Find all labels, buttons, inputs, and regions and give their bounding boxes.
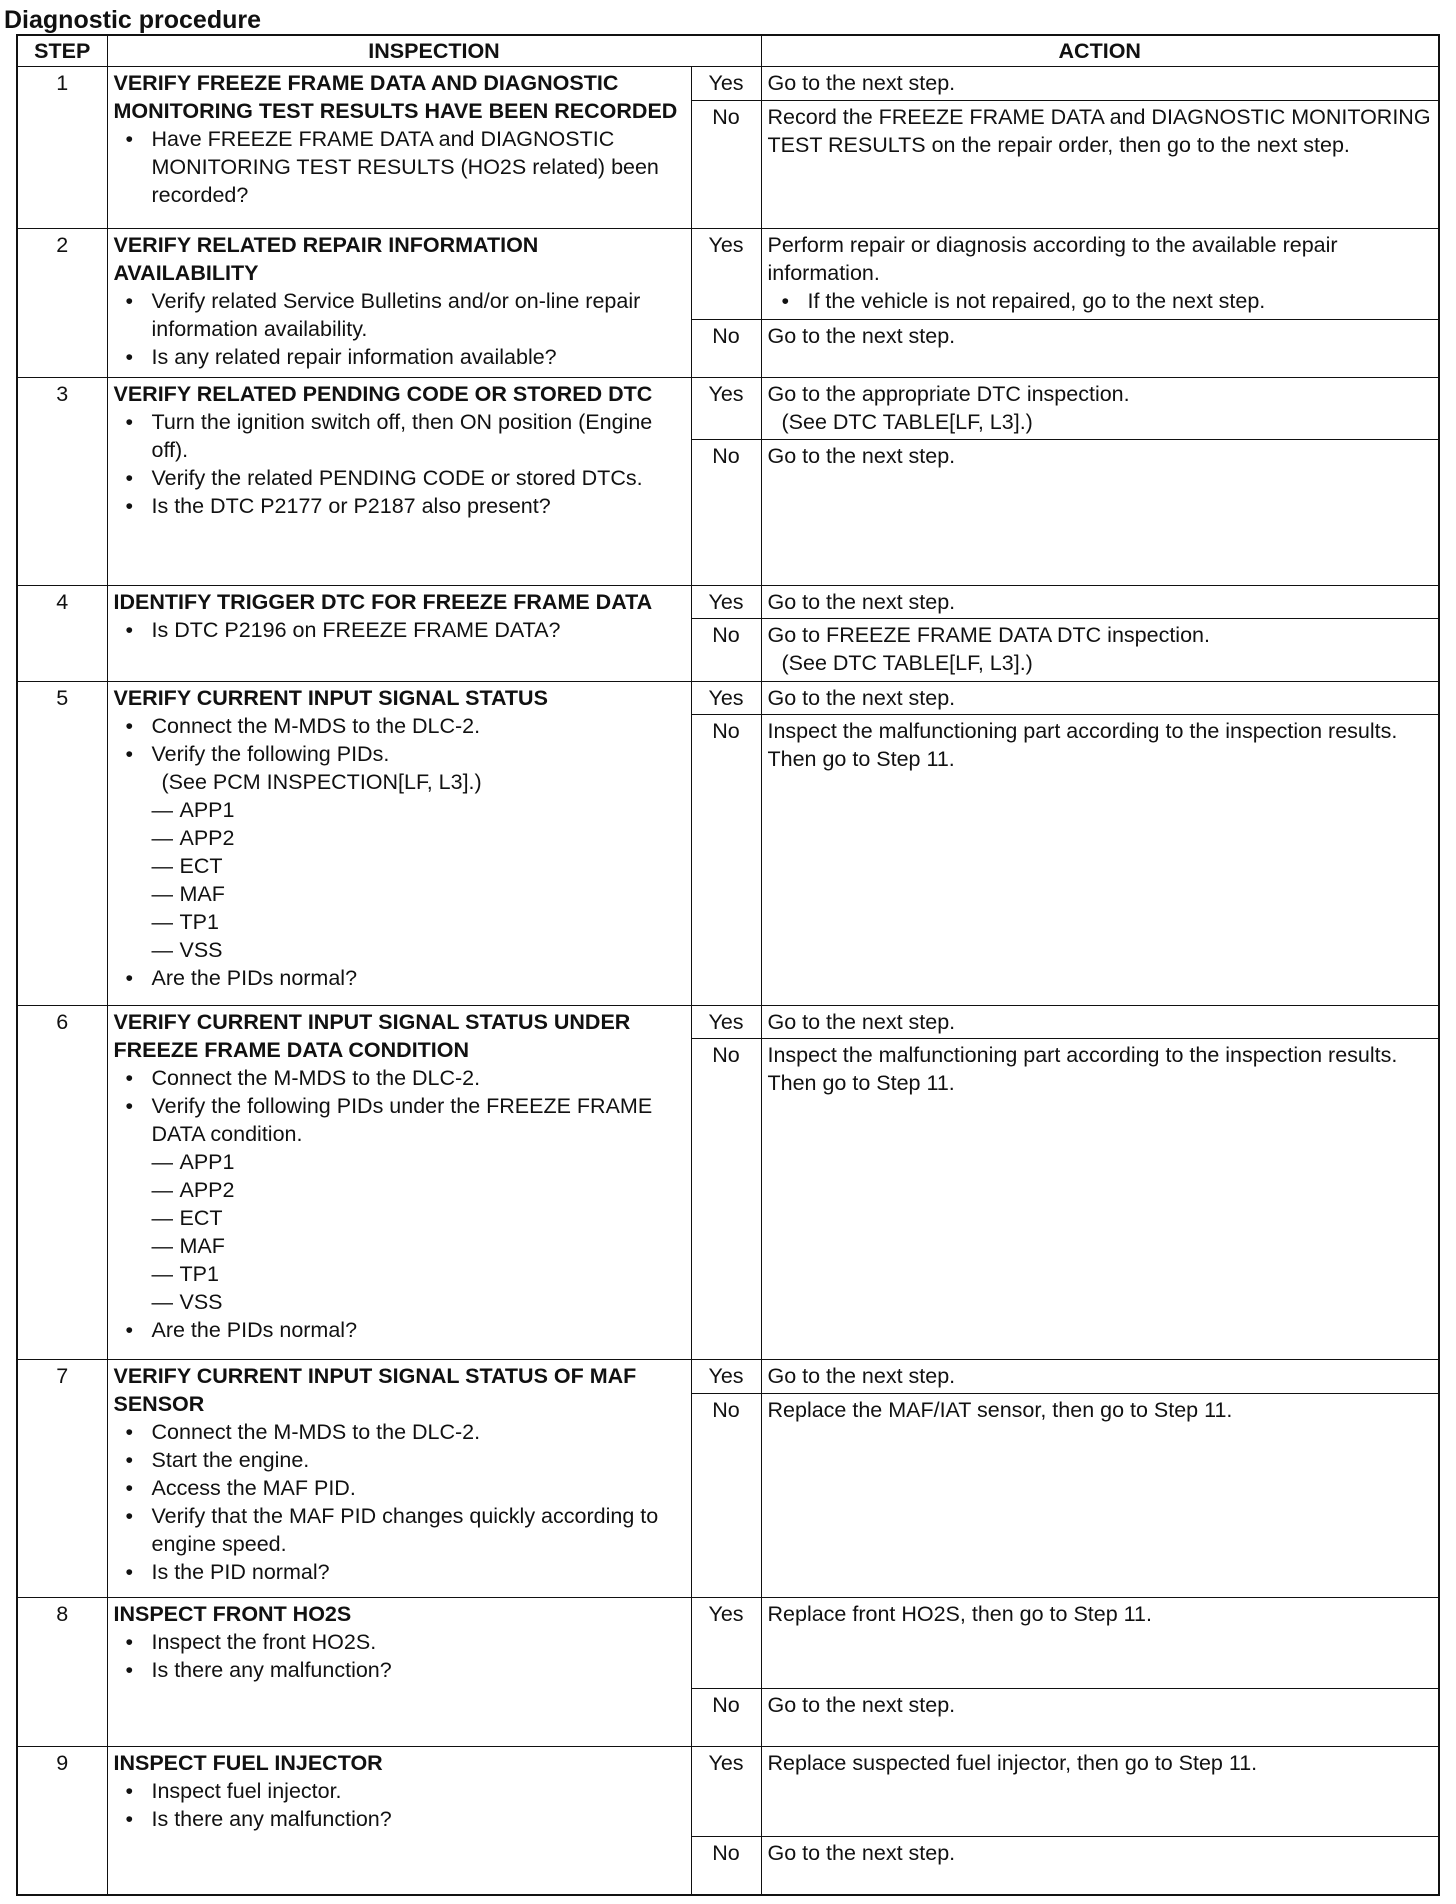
inspection-bullet: • Access the MAF PID. (114, 1474, 685, 1502)
pid-item: — APP1 (114, 1148, 685, 1176)
no-label: No (691, 1837, 761, 1895)
pid-item: — APP1 (114, 796, 685, 824)
step-number: 4 (17, 585, 107, 681)
no-action (761, 619, 1439, 681)
inspection-bullet: • Turn the ignition switch off, then ON position (Engine off). (114, 408, 685, 464)
no-action-text: Go to FREEZE FRAME DATA DTC inspection. (767, 623, 1210, 648)
inspection-title: VERIFY RELATED REPAIR INFORMATION AVAILABILITY (113, 233, 539, 286)
inspection-title: VERIFY CURRENT INPUT SIGNAL STATUS UNDER FREEZE FRAME DATA CONDITION (113, 1009, 631, 1062)
yes-action-text: Perform repair or diagnosis according to the available repair information. (767, 233, 1338, 286)
table-row (17, 1360, 1439, 1394)
inspection-title: VERIFY CURRENT INPUT SIGNAL STATUS OF MAF SENSOR (113, 1364, 637, 1417)
yes-action: Go to the next step. (761, 1360, 1439, 1394)
inspection-cell (107, 1597, 691, 1746)
no-label: No (691, 1393, 761, 1597)
inspection-cell (107, 1005, 691, 1360)
inspection-title: INSPECT FRONT HO2S (113, 1601, 352, 1626)
inspection-bullet: • Are the PIDs normal? (114, 1316, 685, 1344)
inspection-bullet: • Connect the M-MDS to the DLC-2. (114, 1418, 685, 1446)
pid-item: — TP1 (114, 1260, 685, 1288)
table-row (17, 1005, 1439, 1039)
table-row (17, 1746, 1439, 1837)
no-label: No (691, 715, 761, 1005)
inspection-cell (107, 1360, 691, 1597)
pid-item: — MAF (114, 1232, 685, 1260)
inspection-bullet: • Are the PIDs normal? (114, 964, 685, 992)
pid-item: — MAF (114, 880, 685, 908)
step-number: 2 (17, 229, 107, 378)
no-action: Go to the next step. (761, 319, 1439, 377)
yes-label: Yes (691, 681, 761, 715)
no-action: Go to the next step. (761, 1837, 1439, 1895)
pid-item: — TP1 (114, 908, 685, 936)
table-row (17, 1597, 1439, 1688)
pid-item: — ECT (114, 852, 685, 880)
yes-action: Go to the next step. (761, 1005, 1439, 1039)
step-number: 3 (17, 377, 107, 585)
table-row (17, 585, 1439, 619)
inspection-bullet: • Verify the following PIDs under the FREEZE FRAME DATA condition. (114, 1092, 685, 1148)
step-number: 8 (17, 1597, 107, 1746)
inspection-cell (107, 229, 691, 378)
header-action: ACTION (761, 35, 1439, 67)
no-label: No (691, 1039, 761, 1360)
step-number: 6 (17, 1005, 107, 1360)
inspection-title: VERIFY FREEZE FRAME DATA AND DIAGNOSTIC MONITORING TEST RESULTS HAVE BEEN RECORDED (113, 71, 678, 123)
no-label: No (691, 100, 761, 228)
yes-action-note: (See DTC TABLE[LF, L3].) (781, 409, 1033, 434)
inspection-cell (107, 681, 691, 1005)
no-action-note: (See DTC TABLE[LF, L3].) (781, 651, 1033, 676)
yes-action-text: Go to the appropriate DTC inspection. (767, 381, 1130, 406)
yes-label: Yes (691, 229, 761, 320)
inspection-note: (See PCM INSPECTION[LF, L3].) (161, 769, 482, 794)
no-label: No (691, 619, 761, 681)
step-number: 7 (17, 1360, 107, 1597)
inspection-cell (107, 585, 691, 681)
inspection-bullet: • Is DTC P2196 on FREEZE FRAME DATA? (114, 616, 685, 644)
yes-label: Yes (691, 1360, 761, 1394)
inspection-title: VERIFY CURRENT INPUT SIGNAL STATUS (113, 685, 548, 710)
step-number: 5 (17, 681, 107, 1005)
no-action-text: Inspect the malfunctioning part according to the inspection results. (767, 1043, 1398, 1068)
yes-label: Yes (691, 1005, 761, 1039)
no-action: Replace the MAF/IAT sensor, then go to Step 11. (761, 1393, 1439, 1597)
inspection-bullet: • Have FREEZE FRAME DATA and DIAGNOSTIC MONITORING TEST RESULTS (HO2S related) been recorded? (114, 125, 685, 209)
inspection-bullet: • Connect the M-MDS to the DLC-2. (114, 1064, 685, 1092)
inspection-bullet: • Is the DTC P2177 or P2187 also present? (114, 492, 685, 520)
yes-action: Go to the next step. (761, 585, 1439, 619)
inspection-title: VERIFY RELATED PENDING CODE OR STORED DTC (113, 381, 653, 406)
header-row (17, 35, 1439, 67)
no-action (761, 715, 1439, 1005)
yes-label: Yes (691, 377, 761, 439)
page-title: Diagnostic procedure (4, 6, 261, 34)
no-action-text: Inspect the malfunctioning part according to the inspection results. (767, 719, 1398, 744)
no-action: Go to the next step. (761, 440, 1439, 586)
header-inspection: INSPECTION (107, 35, 761, 67)
yes-label: Yes (691, 585, 761, 619)
no-action-text-2: Then go to Step 11. (767, 1071, 955, 1096)
yes-label: Yes (691, 1746, 761, 1837)
inspection-bullet: • Is there any malfunction? (114, 1805, 685, 1833)
inspection-bullet: • Verify the following PIDs. (114, 740, 685, 768)
no-label: No (691, 319, 761, 377)
no-label: No (691, 440, 761, 586)
yes-label: Yes (691, 1597, 761, 1688)
header-step: STEP (17, 35, 107, 67)
inspection-bullet: • Is there any malfunction? (114, 1656, 685, 1684)
step-number: 9 (17, 1746, 107, 1895)
inspection-title: INSPECT FUEL INJECTOR (113, 1750, 383, 1775)
inspection-cell (107, 67, 691, 229)
yes-label: Yes (691, 67, 761, 101)
inspection-bullet: • Connect the M-MDS to the DLC-2. (114, 712, 685, 740)
yes-action: Go to the next step. (761, 681, 1439, 715)
inspection-bullet: • Is any related repair information available? (114, 343, 685, 371)
yes-action-bullet: • If the vehicle is not repaired, go to the next step. (768, 287, 1433, 315)
pid-item: — VSS (114, 936, 685, 964)
table-row (17, 67, 1439, 101)
inspection-bullet: • Start the engine. (114, 1446, 685, 1474)
inspection-bullet: • Inspect fuel injector. (114, 1777, 685, 1805)
inspection-title: IDENTIFY TRIGGER DTC FOR FREEZE FRAME DATA (113, 589, 653, 614)
yes-action (761, 229, 1439, 320)
inspection-cell (107, 1746, 691, 1895)
pid-item: — ECT (114, 1204, 685, 1232)
pid-item: — APP2 (114, 824, 685, 852)
yes-action (761, 377, 1439, 439)
yes-action: Replace front HO2S, then go to Step 11. (761, 1597, 1439, 1688)
inspection-cell (107, 377, 691, 585)
yes-action: Replace suspected fuel injector, then go to Step 11. (761, 1746, 1439, 1837)
no-action (761, 1039, 1439, 1360)
inspection-bullet: • Is the PID normal? (114, 1558, 685, 1586)
procedure-table (16, 34, 1440, 1896)
inspection-bullet: • Verify related Service Bulletins and/or on-line repair information availability. (114, 287, 685, 343)
table-row (17, 229, 1439, 320)
table-row (17, 681, 1439, 715)
table-row (17, 377, 1439, 439)
inspection-bullet: • Verify that the MAF PID changes quickly according to engine speed. (114, 1502, 685, 1558)
step-number: 1 (17, 67, 107, 229)
yes-action: Go to the next step. (761, 67, 1439, 101)
pid-item: — VSS (114, 1288, 685, 1316)
inspection-bullet: • Inspect the front HO2S. (114, 1628, 685, 1656)
pid-item: — APP2 (114, 1176, 685, 1204)
no-action: Go to the next step. (761, 1688, 1439, 1746)
no-action: Record the FREEZE FRAME DATA and DIAGNOSTIC MONITORING TEST RESULTS on the repair order, then go to the next step. (761, 100, 1439, 228)
inspection-bullet: • Verify the related PENDING CODE or stored DTCs. (114, 464, 685, 492)
no-label: No (691, 1688, 761, 1746)
no-action-text-2: Then go to Step 11. (767, 747, 955, 772)
